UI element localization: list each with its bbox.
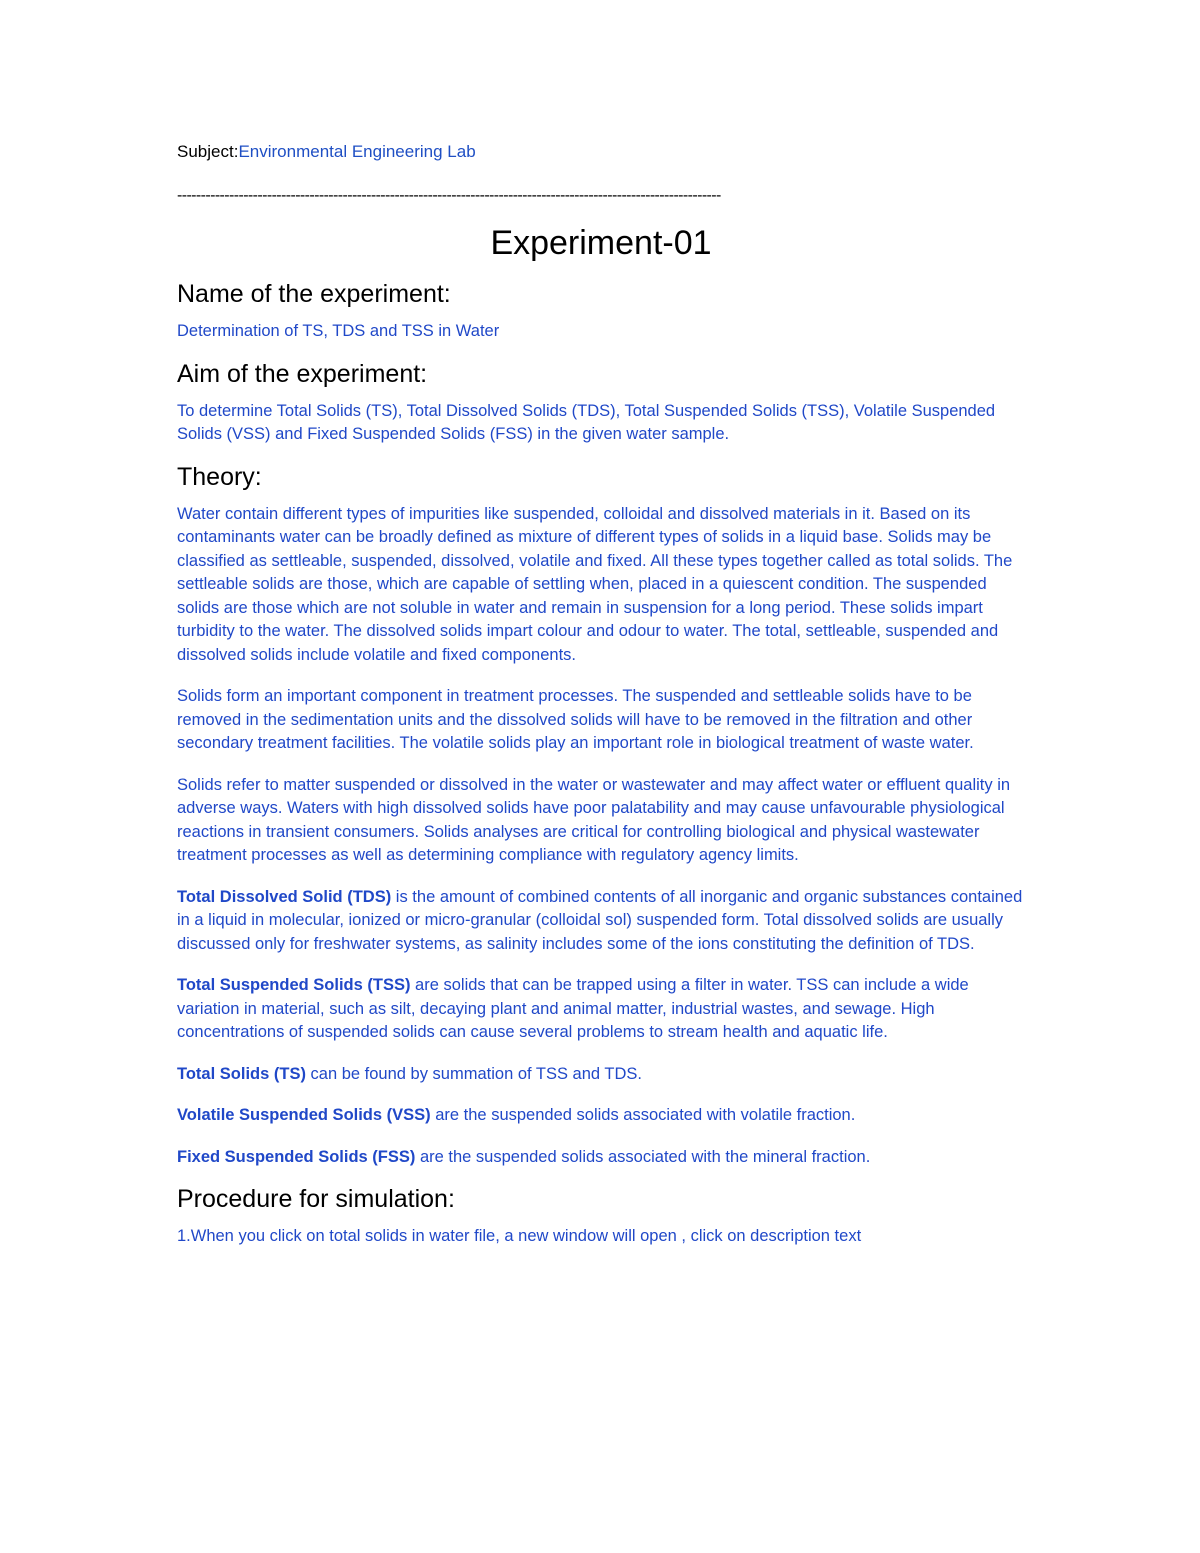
experiment-title: Experiment-01 xyxy=(490,224,712,262)
ts-term: Total Solids (TS) xyxy=(177,1064,306,1083)
tds-definition xyxy=(177,886,1025,957)
vss-definition xyxy=(177,1104,1025,1128)
fss-text: are the suspended solids associated with the mineral fraction. xyxy=(415,1147,871,1166)
tss-definition xyxy=(177,974,1025,1045)
subject-line xyxy=(177,140,1025,164)
dashed-separator: ------------------------------------------------------------------------------------------------------------------- xyxy=(177,187,721,204)
tds-text: is the amount of combined contents of all inorganic and organic substances contained in a liquid in molecular, ionized or micro-granular (colloidal sol) suspended form. Total dissolved solids are usually discussed only for freshwater systems, as salinity includes some of the ions constituting the definition of TDS. xyxy=(177,887,1023,953)
vss-term: Volatile Suspended Solids (VSS) xyxy=(177,1106,431,1124)
fss-term: Fixed Suspended Solids (FSS) xyxy=(177,1147,416,1166)
theory-heading: Theory: xyxy=(177,462,262,491)
tds-term: Total Dissolved Solid (TDS) xyxy=(177,887,392,906)
tss-text: are solids that can be trapped using a filter in water. TSS can include a wide variation in material, such as silt, decaying plant and animal matter, industrial wastes, and sewage. High concentrations of suspended solids can cause several problems to stream health and aquatic life. xyxy=(177,976,969,1041)
tss-term: Total Suspended Solids (TSS) xyxy=(177,976,411,994)
theory-paragraph-3: Solids refer to matter suspended or dissolved in the water or wastewater and may affect water or effluent quality in adverse ways. Waters with high dissolved solids have poor palatability and may cause unfavourable physiological reactions in transient consumers. Solids analyses are critical for controlling biological and physical wastewater treatment processes as well as determining compliance with regulatory agency limits. xyxy=(177,775,1011,864)
procedure-heading: Procedure for simulation: xyxy=(177,1185,455,1213)
theory-paragraph-2: Solids form an important component in treatment processes. The suspended and settleable solids have to be removed in the sedimentation units and the dissolved solids will have to be removed in the filtration and other secondary treatment facilities. The volatile solids play an important role in biological treatment of waste water. xyxy=(177,687,974,752)
name-heading: Name of the experiment: xyxy=(177,280,451,308)
document-content xyxy=(177,140,1025,1249)
subject-value: Environmental Engineering Lab xyxy=(238,142,476,161)
theory-paragraph-1: Water contain different types of impurities like suspended, colloidal and dissolved materials in it. Based on its contaminants water can be broadly defined as mixture of different types of solids in a liquid base. Solids may be classified as settleable, suspended, dissolved, volatile and fixed. All these types together called as total solids. The settleable solids are those, which are capable of settling when, placed in a quiescent condition. The suspended solids are those which are not soluble in water and remain in suspension for a long period. These solids impart turbidity to the water. The dissolved solids impart colour and odour to water. The total, settleable, suspended and dissolved solids include volatile and fixed components. xyxy=(177,504,1013,664)
subject-label: Subject: xyxy=(177,142,239,161)
experiment-name: Determination of TS, TDS and TSS in Water xyxy=(177,322,500,340)
procedure-step-1: 1.When you click on total solids in water file, a new window will open , click on description text xyxy=(177,1227,862,1245)
aim-heading: Aim of the experiment: xyxy=(177,359,428,388)
vss-text: are the suspended solids associated with volatile fraction. xyxy=(430,1106,856,1124)
ts-definition xyxy=(177,1063,1025,1087)
fss-definition xyxy=(177,1146,1025,1170)
ts-text: can be found by summation of TSS and TDS. xyxy=(305,1064,642,1083)
aim-text: To determine Total Solids (TS), Total Dissolved Solids (TDS), Total Suspended Solids (TSS), Volatile Suspended Solids (VSS) and Fixed Suspended Solids (FSS) in the given water sample. xyxy=(177,401,996,443)
